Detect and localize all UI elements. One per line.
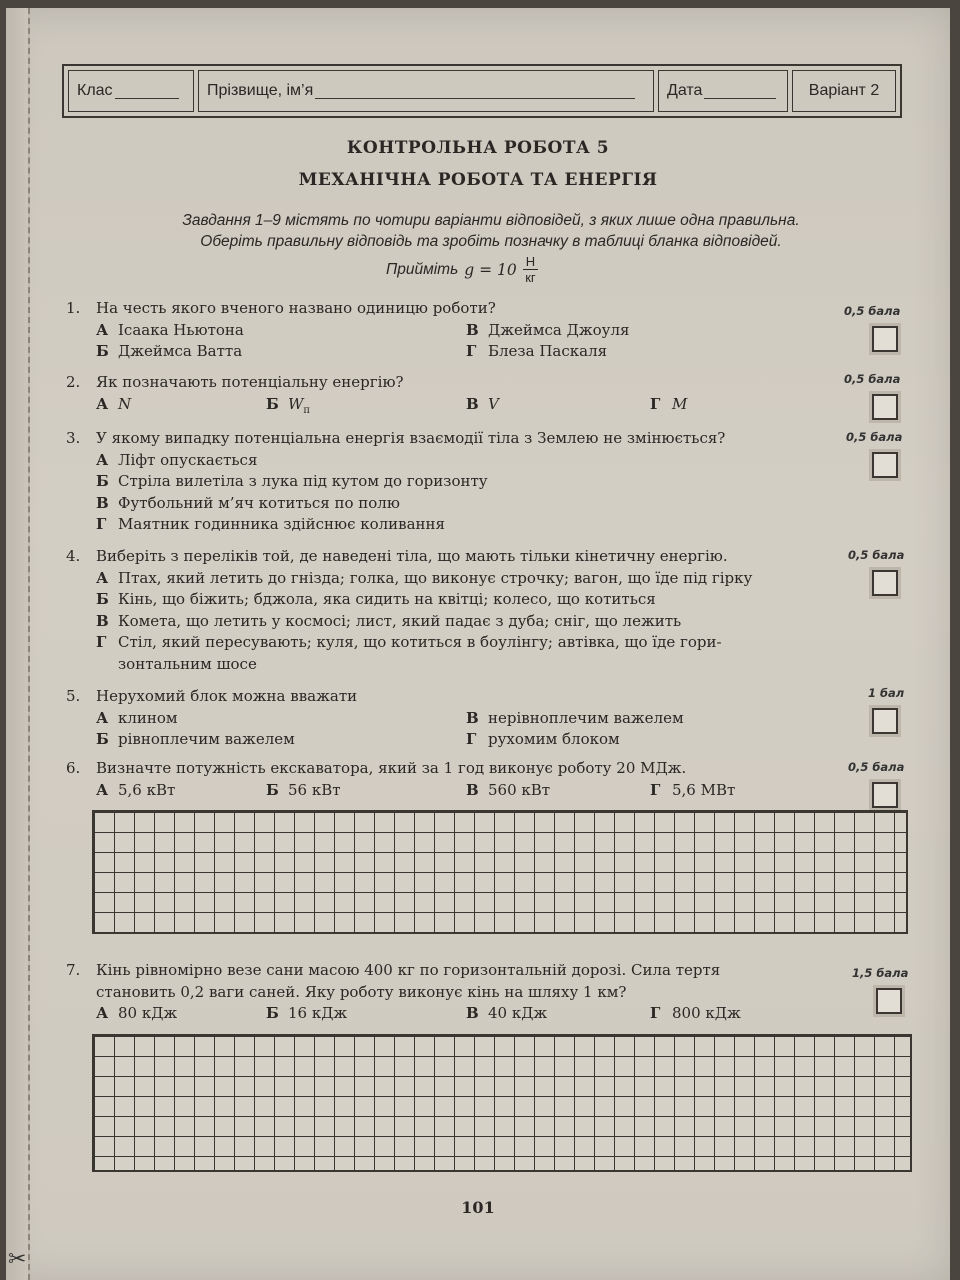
answer-box[interactable] bbox=[872, 452, 898, 478]
question-5: 5. Нерухомий блок можна вважати А клином В нерівноплечим важелем Б рівноплечим важелем Г рухомим блоком bbox=[66, 686, 896, 751]
option-v[interactable]: В Футбольний м’яч котиться по полю bbox=[96, 493, 400, 512]
option-b[interactable]: Б 56 кВт bbox=[266, 780, 341, 799]
name-field[interactable]: Прізвище, ім’я bbox=[198, 70, 654, 112]
question-3: 3. У якому випадку потенціальна енергія взаємодії тіла з Землею не змінюється? А Ліфт опускається Б Стріла вилетіла з лука під кутом до горизонту В Футбольний м’яч котиться по полю Г Маятник годинника здійснює коливання bbox=[66, 428, 896, 536]
student-info-header bbox=[62, 64, 902, 118]
option-b[interactable]: Б $W_п$ bbox=[266, 394, 311, 416]
option-g[interactable]: Г Маятник годинника здійснює коливання bbox=[96, 515, 446, 533]
option-a[interactable]: А N bbox=[96, 394, 132, 413]
points-label: 0,5 бала bbox=[844, 304, 901, 318]
worksheet-page bbox=[6, 8, 950, 1280]
answer-box[interactable] bbox=[872, 394, 898, 420]
date-field[interactable]: Дата bbox=[658, 70, 788, 112]
option-b[interactable]: Б 16 кДж bbox=[266, 1004, 348, 1022]
answer-box[interactable] bbox=[872, 570, 898, 596]
option-v[interactable]: В 40 кДж bbox=[466, 1004, 548, 1022]
option-v[interactable]: В 560 кВт bbox=[466, 780, 551, 799]
points-label: 0,5 бала bbox=[848, 760, 905, 774]
points-label: 0,5 бала bbox=[844, 372, 901, 386]
unit-fraction: $\frac{Н}{кг}$ bbox=[523, 254, 538, 285]
option-a[interactable]: А 5,6 кВт bbox=[96, 780, 176, 799]
question-4: 4. Виберіть з переліків той, де наведені тіла, що мають тільки кінетичну енергію. А Птах, який летить до гнізда; голка, що виконує строчку; вагон, що їде під гірку Б Кінь, що біжить; бджола, яка сидить на квітці; колесо, що котиться В Комета, що летить у космосі; лист, який падає з дуба; сніг, що лежить Г Стіл, який пересувають; куля, що котиться в боулінгу; автівка, що їде гори- зонтальним шосе bbox=[66, 546, 896, 675]
points-label: 0,5 бала bbox=[846, 430, 903, 444]
constant-note: Прийміть g = 10 $\frac{Н}{кг}$ bbox=[386, 254, 538, 285]
page-number: 101 bbox=[461, 1198, 495, 1217]
page-subtitle: МЕХАНІЧНА РОБОТА ТА ЕНЕРГІЯ bbox=[298, 170, 658, 190]
instructions: Завдання 1–9 містять по чотири варіанти відповідей, з яких лише одна правильна. Оберіть правильну відповідь та зробіть позначку в таблиці бланка відповідей. bbox=[182, 212, 800, 250]
option-v[interactable]: В нерівноплечим важелем bbox=[466, 708, 684, 727]
option-b[interactable]: Б рівноплечим важелем bbox=[96, 730, 295, 748]
solution-grid[interactable] bbox=[92, 1034, 912, 1172]
option-g[interactable]: Г рухомим блоком bbox=[466, 730, 620, 748]
page-title: КОНТРОЛЬНА РОБОТА 5 bbox=[346, 138, 610, 158]
question-2: 2. Як позначають потенціальну енергію? А N Б $W_п$ В V Г M bbox=[66, 372, 896, 421]
points-label: 1 бал bbox=[868, 686, 905, 700]
option-a[interactable]: А Птах, який летить до гнізда; голка, що виконує строчку; вагон, що їде під гірку bbox=[96, 568, 753, 587]
variant-label: Варіант 2 bbox=[792, 70, 896, 112]
option-v[interactable]: В Джеймса Джоуля bbox=[466, 320, 630, 339]
question-1: 1. На честь якого вченого названо одиницю роботи? А Ісаака Ньютона В Джеймса Джоуля Б Джеймса Ватта Г Блеза Паскаля bbox=[66, 298, 896, 363]
option-g[interactable]: Г M bbox=[650, 394, 688, 413]
option-v[interactable]: В V bbox=[466, 394, 499, 413]
option-g[interactable]: Г Стіл, який пересувають; куля, що котиться в боулінгу; автівка, що їде гори- bbox=[96, 633, 722, 651]
answer-box[interactable] bbox=[876, 988, 902, 1014]
class-field[interactable]: Клас bbox=[68, 70, 194, 112]
option-b[interactable]: Б Кінь, що біжить; бджола, яка сидить на квітці; колесо, що котиться bbox=[96, 590, 656, 608]
option-a[interactable]: А 80 кДж bbox=[96, 1004, 178, 1022]
scissors-icon: ✂ bbox=[8, 1247, 27, 1272]
answer-box[interactable] bbox=[872, 326, 898, 352]
option-a[interactable]: А Ліфт опускається bbox=[96, 450, 258, 469]
solution-grid[interactable] bbox=[92, 810, 908, 934]
option-a[interactable]: А Ісаака Ньютона bbox=[96, 320, 244, 339]
perforated-spine bbox=[6, 8, 30, 1280]
answer-box[interactable] bbox=[872, 782, 898, 808]
option-g-continuation: зонтальним шосе bbox=[118, 654, 257, 673]
option-g[interactable]: Г 800 кДж bbox=[650, 1004, 741, 1022]
option-g[interactable]: Г Блеза Паскаля bbox=[466, 342, 608, 360]
points-label: 0,5 бала bbox=[848, 548, 905, 562]
option-b[interactable]: Б Джеймса Ватта bbox=[96, 342, 243, 360]
answer-box[interactable] bbox=[872, 708, 898, 734]
question-7: 7. Кінь рівномірно везе сани масою 400 кг по горизонтальній дорозі. Сила тертя становить 0,2 ваги саней. Яку роботу виконує кінь на шляху 1 км? А 80 кДж Б 16 кДж В 40 кДж Г 800 кДж bbox=[66, 960, 896, 1025]
option-a[interactable]: А клином bbox=[96, 708, 178, 727]
question-6: 6. Визначте потужність екскаватора, який за 1 год виконує роботу 20 МДж. А 5,6 кВт Б 56 кВт В 560 кВт Г 5,6 МВт bbox=[66, 758, 896, 801]
option-v[interactable]: В Комета, що летить у космосі; лист, який падає з дуба; сніг, що лежить bbox=[96, 611, 682, 630]
points-label: 1,5 бала bbox=[852, 966, 909, 980]
option-g[interactable]: Г 5,6 МВт bbox=[650, 780, 736, 799]
option-b[interactable]: Б Стріла вилетіла з лука під кутом до горизонту bbox=[96, 472, 488, 490]
